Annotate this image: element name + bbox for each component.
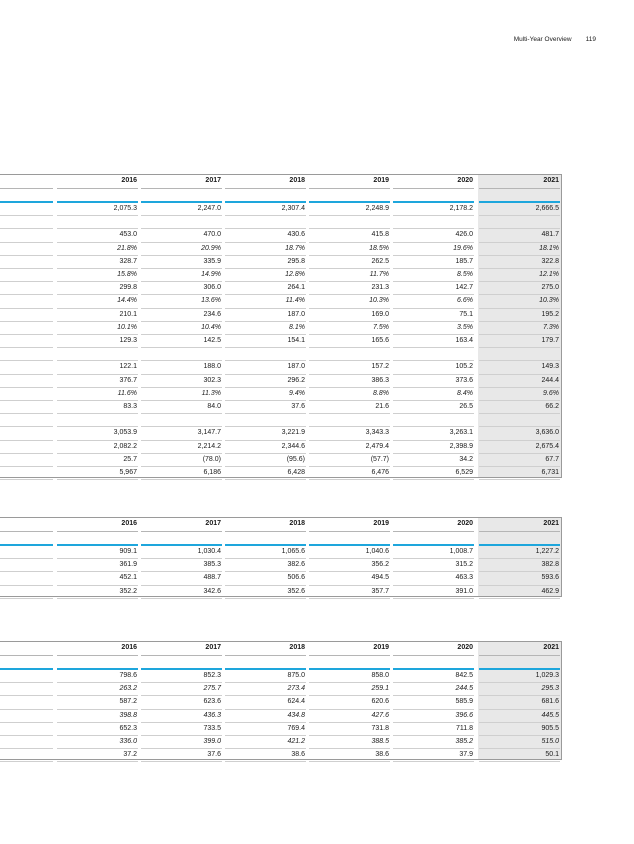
table-cell: 187.0 xyxy=(287,310,305,318)
table-row xyxy=(0,243,562,256)
header-rule xyxy=(225,531,306,532)
year-header: 2019 xyxy=(373,644,389,651)
table-cell: 6,731 xyxy=(541,469,559,476)
spacer-row xyxy=(0,348,562,361)
table-cell: 264.1 xyxy=(287,284,305,292)
table-cell: 453.0 xyxy=(119,231,137,239)
table-cell: 187.0 xyxy=(287,363,305,371)
table-cell: 142.5 xyxy=(203,337,221,344)
spacer-row xyxy=(0,216,562,229)
table-cell: 385.3 xyxy=(203,561,221,569)
year-header: 2019 xyxy=(373,177,389,184)
table-cell: 234.6 xyxy=(203,310,221,318)
table-cell: 385.2 xyxy=(455,738,473,745)
header-rule xyxy=(0,655,53,656)
header-rule xyxy=(393,655,474,656)
year-header: 2016 xyxy=(121,177,137,184)
table-cell: 426.0 xyxy=(455,231,473,239)
year-header: 2020 xyxy=(457,177,473,184)
table-cell: 909.1 xyxy=(119,548,137,555)
table-cell: 388.5 xyxy=(371,738,389,745)
year-header: 2021 xyxy=(543,644,559,651)
table-cell: 11.6% xyxy=(117,389,137,397)
header-rule xyxy=(479,531,560,532)
year-header-row xyxy=(0,642,562,654)
table-cell: 587.2 xyxy=(119,698,137,706)
table-cell: 37.2 xyxy=(123,751,137,759)
table-cell: 244.5 xyxy=(455,685,473,693)
table-row xyxy=(0,572,562,585)
table-cell: 2,214.2 xyxy=(197,442,221,450)
table-cell: 6.6% xyxy=(457,297,473,305)
table-cell: 3,053.9 xyxy=(113,429,137,437)
table-cell: 6,529 xyxy=(455,469,473,476)
row-rule xyxy=(57,761,138,762)
table-row xyxy=(0,723,562,736)
table-cell: 436.3 xyxy=(203,711,221,719)
page-number: 119 xyxy=(585,36,596,43)
table-cell: (57.7) xyxy=(370,455,389,463)
table-cell: 179.7 xyxy=(541,337,559,344)
table-cell: 67.7 xyxy=(545,455,559,463)
table-cell: (95.6) xyxy=(286,455,305,463)
table-cell: 382.8 xyxy=(541,561,559,569)
table-cell: 21.6 xyxy=(375,403,389,410)
table-cell: 84.0 xyxy=(207,403,221,410)
year-header: 2016 xyxy=(121,520,137,527)
table-cell: 652.3 xyxy=(119,724,137,732)
table-cell: 18.7% xyxy=(285,244,305,252)
table-cell: 10.3% xyxy=(539,297,559,305)
header-rule xyxy=(141,188,222,189)
table-cell: 336.0 xyxy=(119,738,137,745)
table-row xyxy=(0,454,562,467)
header-rule xyxy=(225,655,306,656)
table-row xyxy=(0,282,562,295)
row-rule xyxy=(309,479,390,480)
table-cell: 2,248.9 xyxy=(365,205,389,212)
table-cell: 2,675.4 xyxy=(535,442,559,450)
header-rule xyxy=(309,531,390,532)
header-rule xyxy=(57,655,138,656)
table-cell: 2,479.4 xyxy=(365,442,389,450)
table-cell: 1,029.3 xyxy=(535,672,559,679)
table-cell: 842.5 xyxy=(455,672,473,679)
table-row xyxy=(0,401,562,414)
table-cell: 34.2 xyxy=(459,455,473,463)
table-cell: 129.3 xyxy=(119,337,137,344)
table-cell: 396.6 xyxy=(455,711,473,719)
table-cell: 5,967 xyxy=(119,469,137,476)
table-cell: 1,227.2 xyxy=(535,548,559,555)
table-cell: 210.1 xyxy=(119,310,137,318)
table-cell: 37.6 xyxy=(207,751,221,759)
header-rule xyxy=(0,188,53,189)
table-cell: 769.4 xyxy=(287,724,305,732)
table-cell: 21.8% xyxy=(117,244,137,252)
table-cell: 328.7 xyxy=(119,257,137,265)
table-cell: 37.6 xyxy=(291,403,305,410)
table-cell: 20.9% xyxy=(201,244,221,252)
table-cell: 356.2 xyxy=(371,561,389,569)
year-header: 2017 xyxy=(205,520,221,527)
table-cell: 361.9 xyxy=(119,561,137,569)
table-row xyxy=(0,749,562,762)
spacer-row xyxy=(0,414,562,427)
table-cell: 733.5 xyxy=(203,724,221,732)
table-cell: 9.4% xyxy=(289,389,305,397)
row-rule xyxy=(309,761,390,762)
table-row xyxy=(0,559,562,572)
table-cell: 322.8 xyxy=(541,257,559,265)
table-cell: 7.5% xyxy=(373,323,389,331)
table-cell: 2,247.0 xyxy=(197,205,221,212)
table-cell: 18.5% xyxy=(369,244,389,252)
table-row xyxy=(0,388,562,401)
table-cell: 122.1 xyxy=(119,363,137,371)
table-cell: 14.9% xyxy=(201,271,221,278)
header-rule xyxy=(141,531,222,532)
table-cell: 3,636.0 xyxy=(535,429,559,437)
table-cell: 12.1% xyxy=(539,271,559,278)
table-row xyxy=(0,467,562,480)
table-cell: 188.0 xyxy=(203,363,221,371)
table-cell: 470.0 xyxy=(203,231,221,239)
row-rule xyxy=(141,598,222,599)
header-rule xyxy=(141,655,222,656)
table-cell: 376.7 xyxy=(119,376,137,384)
table-cell: 9.6% xyxy=(543,389,559,397)
table-cell: 11.3% xyxy=(201,389,221,397)
table-cell: 11.4% xyxy=(285,297,305,305)
table-cell: 6,428 xyxy=(287,469,305,476)
table-cell: 6,476 xyxy=(371,469,389,476)
table-cell: 494.5 xyxy=(371,574,389,582)
table-cell: 427.6 xyxy=(371,711,389,719)
table-cell: 302.3 xyxy=(203,376,221,384)
year-header: 2020 xyxy=(457,520,473,527)
table-cell: 8.4% xyxy=(457,389,473,397)
table-cell: 398.8 xyxy=(119,711,137,719)
year-header-row xyxy=(0,175,562,187)
table-cell: 13.6% xyxy=(201,297,221,305)
table-cell: 149.3 xyxy=(541,363,559,371)
year-header: 2021 xyxy=(543,520,559,527)
table-cell: 25.7 xyxy=(123,455,137,463)
table-cell: 335.9 xyxy=(203,257,221,265)
row-rule xyxy=(0,479,53,480)
table-cell: 905.5 xyxy=(541,724,559,732)
table-cell: 18.1% xyxy=(539,244,559,252)
table-cell: 488.7 xyxy=(203,574,221,582)
year-header: 2021 xyxy=(543,177,559,184)
table-cell: 434.8 xyxy=(287,711,305,719)
table-row xyxy=(0,203,562,216)
table-cell: 10.1% xyxy=(117,323,137,331)
table-row xyxy=(0,269,562,282)
table-cell: 185.7 xyxy=(455,257,473,265)
table-cell: 620.6 xyxy=(371,698,389,706)
header-rule xyxy=(57,188,138,189)
table-row xyxy=(0,696,562,709)
table-row xyxy=(0,586,562,599)
table-cell: 585.9 xyxy=(455,698,473,706)
table-cell: 875.0 xyxy=(287,672,305,679)
table-cell: 295.3 xyxy=(541,685,559,693)
table-cell: 430.6 xyxy=(287,231,305,239)
table-cell: 66.2 xyxy=(545,403,559,410)
table-cell: 38.6 xyxy=(291,751,305,759)
table-cell: 75.1 xyxy=(459,310,473,318)
row-rule xyxy=(479,479,560,480)
table-cell: 37.9 xyxy=(459,751,473,759)
table-row xyxy=(0,322,562,335)
row-rule xyxy=(393,598,474,599)
year-header: 2020 xyxy=(457,644,473,651)
table-cell: 342.6 xyxy=(203,587,221,595)
table-cell: 391.0 xyxy=(455,587,473,595)
table-cell: 681.6 xyxy=(541,698,559,706)
table-cell: 452.1 xyxy=(119,574,137,582)
table-cell: 3,221.9 xyxy=(281,429,305,437)
table-cell: 2,398.9 xyxy=(449,442,473,450)
table-cell: 463.3 xyxy=(455,574,473,582)
table-cell: 154.1 xyxy=(287,337,305,344)
table-cell: 275.7 xyxy=(203,685,221,693)
table-cell: 19.6% xyxy=(453,244,473,252)
section-title: Multi-Year Overview xyxy=(513,36,572,43)
table-cell: 8.5% xyxy=(457,271,473,278)
row-rule xyxy=(225,761,306,762)
table-row xyxy=(0,683,562,696)
table-row xyxy=(0,335,562,348)
table-cell: 2,307.4 xyxy=(281,205,305,212)
table-cell: 165.6 xyxy=(371,337,389,344)
table-cell: 169.0 xyxy=(371,310,389,318)
header-rule xyxy=(57,531,138,532)
table-cell: 26.5 xyxy=(459,403,473,410)
table-cell: 1,008.7 xyxy=(449,548,473,555)
year-header: 2018 xyxy=(289,644,305,651)
table-cell: 2,666.5 xyxy=(535,205,559,212)
row-rule xyxy=(141,761,222,762)
table-cell: 299.8 xyxy=(119,284,137,292)
table-cell: 244.4 xyxy=(541,376,559,384)
header-rule xyxy=(225,188,306,189)
header-rule xyxy=(0,531,53,532)
row-rule xyxy=(57,479,138,480)
table-cell: 38.6 xyxy=(375,751,389,759)
year-header-row xyxy=(0,518,562,530)
table-row xyxy=(0,546,562,559)
table-cell: 157.2 xyxy=(371,363,389,371)
table-row xyxy=(0,361,562,374)
table-cell: 3,147.7 xyxy=(197,429,221,437)
table-cell: 195.2 xyxy=(541,310,559,318)
row-rule xyxy=(57,598,138,599)
table-cell: 142.7 xyxy=(455,284,473,292)
page-header xyxy=(514,36,596,43)
table-row xyxy=(0,229,562,242)
row-rule xyxy=(479,761,560,762)
table-cell: 3,263.1 xyxy=(449,429,473,437)
row-rule xyxy=(309,598,390,599)
table-cell: 352.2 xyxy=(119,587,137,595)
table-cell: 445.5 xyxy=(541,711,559,719)
table-cell: 3,343.3 xyxy=(365,429,389,437)
table-cell: 12.8% xyxy=(285,271,305,278)
table-cell: 275.0 xyxy=(541,284,559,292)
table-cell: 731.8 xyxy=(371,724,389,732)
table-cell: 2,082.2 xyxy=(113,442,137,450)
row-rule xyxy=(225,479,306,480)
year-header: 2017 xyxy=(205,644,221,651)
table-cell: 83.3 xyxy=(123,403,137,410)
table-cell: 858.0 xyxy=(371,672,389,679)
header-rule xyxy=(309,188,390,189)
table-cell: 2,075.3 xyxy=(113,205,137,212)
table-cell: 357.7 xyxy=(371,587,389,595)
row-rule xyxy=(0,761,53,762)
table-cell: 50.1 xyxy=(545,751,559,759)
table-cell: (78.0) xyxy=(202,455,221,463)
table-cell: 352.6 xyxy=(287,587,305,595)
row-rule xyxy=(393,761,474,762)
table-cell: 259.1 xyxy=(371,685,389,693)
table-cell: 593.6 xyxy=(541,574,559,582)
table-cell: 421.2 xyxy=(287,738,305,745)
table-row xyxy=(0,736,562,749)
table-cell: 711.8 xyxy=(456,724,473,732)
header-rule xyxy=(393,188,474,189)
row-rule xyxy=(141,479,222,480)
table-cell: 295.8 xyxy=(287,257,305,265)
table-cell: 10.3% xyxy=(369,297,389,305)
table-row xyxy=(0,710,562,723)
table-cell: 2,344.6 xyxy=(281,442,305,450)
table-cell: 15.8% xyxy=(117,271,137,278)
table-cell: 6,186 xyxy=(203,469,221,476)
table-cell: 415.8 xyxy=(371,231,389,239)
table-cell: 1,030.4 xyxy=(197,548,221,555)
table-cell: 8.8% xyxy=(373,389,389,397)
table-cell: 8.1% xyxy=(289,323,305,331)
table-cell: 852.3 xyxy=(203,672,221,679)
table-cell: 399.0 xyxy=(203,738,221,745)
table-cell: 231.3 xyxy=(371,284,389,292)
table-cell: 386.3 xyxy=(371,376,389,384)
header-rule xyxy=(479,188,560,189)
table-cell: 14.4% xyxy=(117,297,137,305)
table-row xyxy=(0,427,562,440)
table-row xyxy=(0,670,562,683)
header-rule xyxy=(309,655,390,656)
table-cell: 10.4% xyxy=(201,323,221,331)
table-cell: 623.6 xyxy=(203,698,221,706)
table-row xyxy=(0,295,562,308)
table-cell: 262.5 xyxy=(371,257,389,265)
table-cell: 798.6 xyxy=(119,672,137,679)
header-rule xyxy=(393,531,474,532)
table-cell: 1,065.6 xyxy=(281,548,305,555)
table-cell: 1,040.6 xyxy=(365,548,389,555)
table-cell: 481.7 xyxy=(541,231,559,239)
table-cell: 373.6 xyxy=(455,376,473,384)
table-cell: 506.6 xyxy=(287,574,305,582)
table-cell: 3.5% xyxy=(457,323,473,331)
row-rule xyxy=(225,598,306,599)
year-header: 2016 xyxy=(121,644,137,651)
table-cell: 7.3% xyxy=(543,323,559,331)
table-row xyxy=(0,256,562,269)
table-cell: 2,178.2 xyxy=(449,205,473,212)
table-row xyxy=(0,309,562,322)
year-header: 2018 xyxy=(289,177,305,184)
year-header: 2018 xyxy=(289,520,305,527)
table-row xyxy=(0,375,562,388)
table-cell: 382.6 xyxy=(287,561,305,569)
table-row xyxy=(0,441,562,454)
table-cell: 273.4 xyxy=(287,685,305,693)
table-cell: 315.2 xyxy=(455,561,473,569)
table-cell: 515.0 xyxy=(541,738,559,745)
year-header: 2017 xyxy=(205,177,221,184)
table-cell: 296.2 xyxy=(287,376,305,384)
table-cell: 263.2 xyxy=(119,685,137,693)
table-cell: 462.9 xyxy=(541,587,559,595)
table-cell: 624.4 xyxy=(287,698,305,706)
table-cell: 163.4 xyxy=(455,337,473,344)
table-cell: 306.0 xyxy=(203,284,221,292)
header-rule xyxy=(479,655,560,656)
table-cell: 11.7% xyxy=(369,271,389,278)
row-rule xyxy=(479,598,560,599)
table-cell: 105.2 xyxy=(455,363,473,371)
year-header: 2019 xyxy=(373,520,389,527)
row-rule xyxy=(393,479,474,480)
row-rule xyxy=(0,598,53,599)
